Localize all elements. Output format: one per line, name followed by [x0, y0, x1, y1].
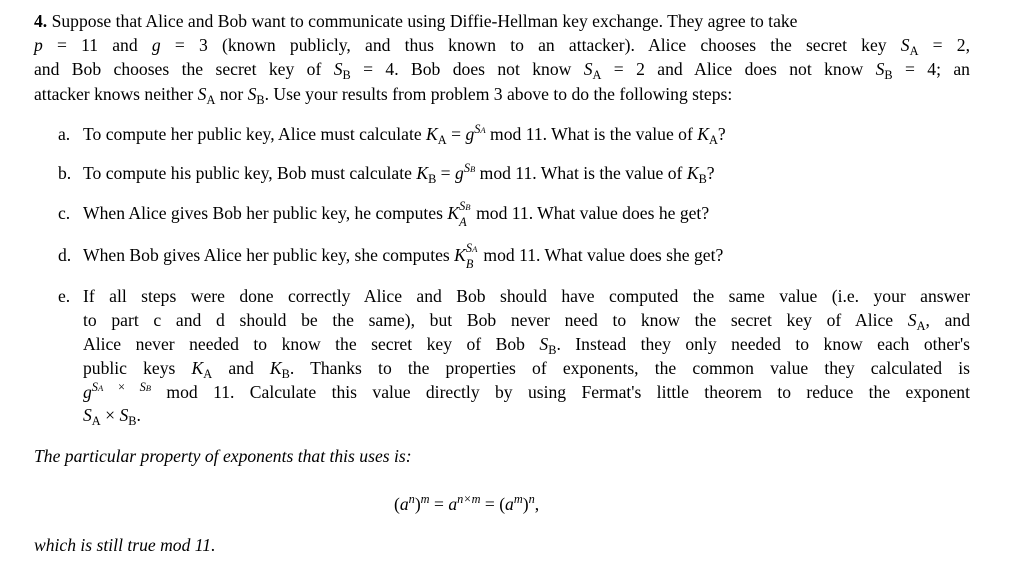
closing-text: which is still true mod 11.	[34, 535, 216, 555]
intro-line-2: p = 11 and g = 3 (known publicly, and thus known to an attacker). Alice chooses the secret key $S_A = 2$,	[34, 35, 970, 58]
intro-line-1: 4. Suppose that Alice and Bob want to communicate using Diffie-Hellman key exchange. They agree to take	[34, 11, 798, 31]
part-a-label: a.	[58, 124, 71, 144]
part-b-label: b.	[58, 163, 72, 183]
part-e-line-6: $S_A \times S_B$.	[83, 405, 141, 428]
part-d-label: d.	[58, 245, 72, 265]
part-e-line-3: Alice never needed to know the secret key of Bob $S_B$. Instead they only needed to know each other's	[83, 334, 970, 357]
exponent-formula: $(a^n)^m = a^{n\times m} = (a^m)^n$,	[394, 492, 540, 514]
part-e-line-1: If all steps were done correctly Alice and Bob should have computed the same value (i.e. your answer	[83, 286, 970, 306]
part-e-line-5: $g^{SA \times SB}$ mod 11. Calculate this value directly by using Fermat's little theorem to reduce the exponent	[83, 380, 970, 402]
intro-line-3: and Bob chooses the secret key of $S_B = 4$. Bob does not know $S_A = 2$ and Alice does not know $S_B = 4$; an	[34, 59, 970, 82]
part-e-line-2: to part c and d should be the same), but Bob never need to know the secret key of Alice $S_A$, and	[83, 310, 970, 333]
part-c-text: When Alice gives Bob her public key, he computes K SB A mod 11. What value does he get?	[83, 199, 710, 229]
part-d-text: When Bob gives Alice her public key, she computes K SA B mod 11. What value does she get?	[83, 241, 724, 271]
intro-line-4: attacker knows neither $S_A$ nor $S_B$. Use your results from problem 3 above to do the following steps:	[34, 84, 733, 107]
part-c-label: c.	[58, 203, 71, 223]
property-heading: The particular property of exponents that this uses is:	[34, 446, 412, 466]
part-e-line-4: public keys $K_A$ and $K_B$. Thanks to the properties of exponents, the common value they calculated is	[83, 358, 970, 381]
part-a-text: To compute her public key, Alice must calculate $K_A = g^{SA}$ mod 11. What is the value of $K_A$?	[83, 122, 726, 147]
part-e-label: e.	[58, 286, 71, 306]
part-b-text: To compute his public key, Bob must calculate $K_B = g^{SB}$ mod 11. What is the value of $K_B$?	[83, 161, 715, 186]
